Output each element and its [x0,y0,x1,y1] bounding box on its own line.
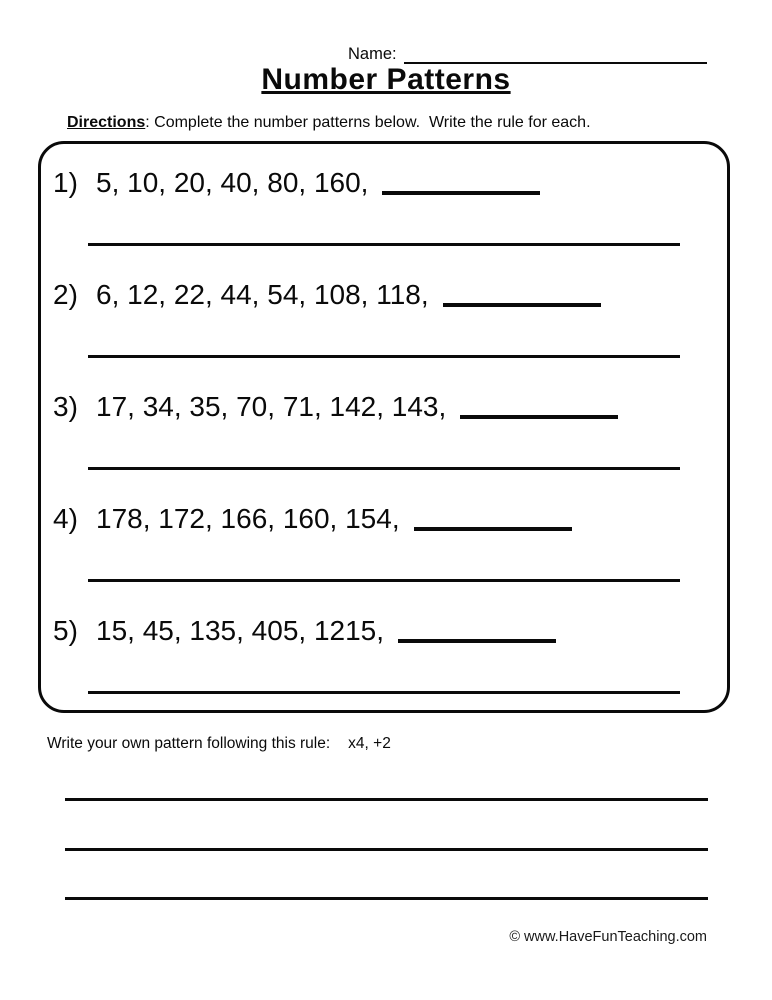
rule-answer-line[interactable] [88,691,680,694]
problem-number: 5) [53,615,78,646]
directions-text: : Complete the number patterns below. Write the rule for each. [145,114,591,131]
problem-sequence: 6, 12, 22, 44, 54, 108, 118, [96,279,429,310]
writing-line-3[interactable] [65,897,708,900]
problem-number: 1) [53,167,78,198]
problem-2 [53,279,727,358]
answer-blank[interactable] [414,523,572,531]
name-row [348,44,707,64]
rule-answer-line[interactable] [88,579,680,582]
name-label: Name: [348,45,397,63]
problem-row [53,167,727,199]
problem-number: 4) [53,503,78,534]
answer-blank[interactable] [443,299,601,307]
own-pattern-prompt: Write your own pattern following this rule: [47,735,331,752]
problem-4 [53,503,727,582]
problem-row [53,503,727,535]
problem-sequence: 178, 172, 166, 160, 154, [96,503,400,534]
problem-number: 2) [53,279,78,310]
own-pattern-rule: x4, +2 [348,735,391,752]
rule-answer-line[interactable] [88,243,680,246]
page-title: Number Patterns [261,63,511,96]
writing-line-2[interactable] [65,848,708,851]
answer-blank[interactable] [382,187,540,195]
problem-number: 3) [53,391,78,422]
writing-line-1[interactable] [65,798,708,801]
problem-row [53,391,727,423]
answer-blank[interactable] [398,635,556,643]
problem-5 [53,615,727,694]
problem-sequence: 5, 10, 20, 40, 80, 160, [96,167,369,198]
problem-3 [53,391,727,470]
answer-blank[interactable] [460,411,618,419]
problem-row [53,615,727,647]
title-wrap [0,63,772,97]
rule-answer-line[interactable] [88,467,680,470]
directions [67,114,591,132]
problem-sequence: 17, 34, 35, 70, 71, 142, 143, [96,391,447,422]
rule-answer-line[interactable] [88,355,680,358]
name-input-line[interactable] [404,44,707,64]
problems-box [38,141,730,713]
directions-label: Directions [67,114,146,131]
problem-sequence: 15, 45, 135, 405, 1215, [96,615,385,646]
copyright-text: © www.HaveFunTeaching.com [509,929,707,945]
problem-1 [53,167,727,246]
problem-row [53,279,727,311]
own-pattern-row [47,735,391,753]
